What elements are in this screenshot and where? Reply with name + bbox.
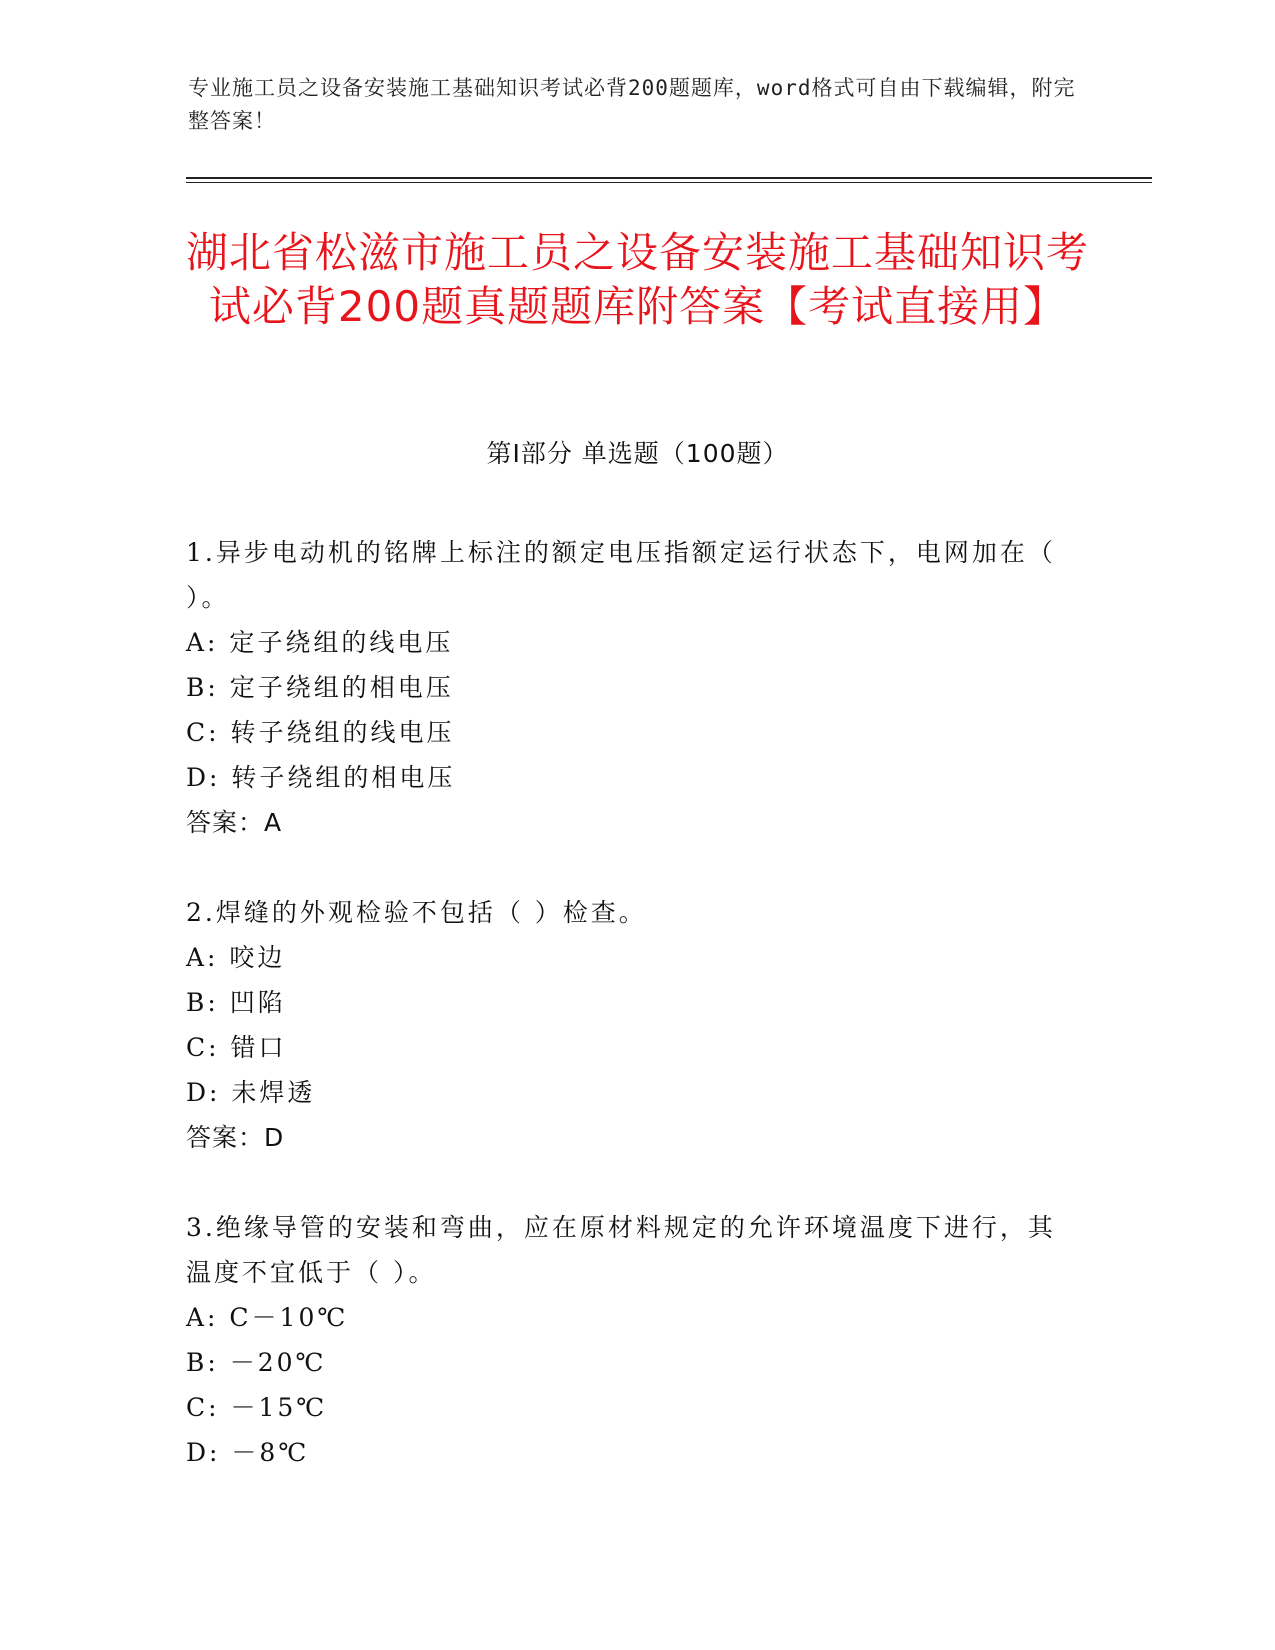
option-c: C: 错口	[186, 1033, 287, 1062]
option-d: D: －8℃	[186, 1438, 310, 1467]
option-a: A: 咬边	[186, 943, 286, 972]
header-rule-thin	[186, 182, 1152, 183]
header-note: 专业施工员之设备安装施工基础知识考试必背200题题库，word格式可自由下载编辑，附完整答案！	[188, 76, 1076, 133]
section-heading: 第Ⅰ部分 单选题（100题）	[486, 439, 789, 468]
question-3	[186, 1205, 1066, 1475]
header-rule-thick	[186, 177, 1152, 179]
question-stem: 2.焊缝的外观检验不包括（ ）检查。	[186, 898, 647, 927]
option-b: B: 凹陷	[186, 988, 286, 1017]
answer-line: 答案：D	[186, 1123, 285, 1152]
option-a: A: C－10℃	[186, 1303, 349, 1332]
option-b: B: －20℃	[186, 1348, 327, 1377]
question-list	[186, 530, 1066, 1520]
option-a: A: 定子绕组的线电压	[186, 628, 454, 657]
option-d: D: 未焊透	[186, 1078, 316, 1107]
option-c: C: －15℃	[186, 1393, 328, 1422]
option-d: D: 转子绕组的相电压	[186, 763, 456, 792]
question-stem: 3.绝缘导管的安装和弯曲，应在原材料规定的允许环境温度下进行，其温度不宜低于（ ）。	[186, 1213, 1056, 1287]
option-c: C: 转子绕组的线电压	[186, 718, 455, 747]
answer-line: 答案：A	[186, 808, 283, 837]
option-b: B: 定子绕组的相电压	[186, 673, 454, 702]
question-stem: 1.异步电动机的铭牌上标注的额定电压指额定运行状态下，电网加在（ ）。	[186, 538, 1056, 612]
question-2	[186, 890, 1066, 1160]
question-1	[186, 530, 1066, 845]
document-title: 湖北省松滋市施工员之设备安装施工基础知识考试必背200题真题题库附答案【考试直接用】	[185, 228, 1089, 331]
